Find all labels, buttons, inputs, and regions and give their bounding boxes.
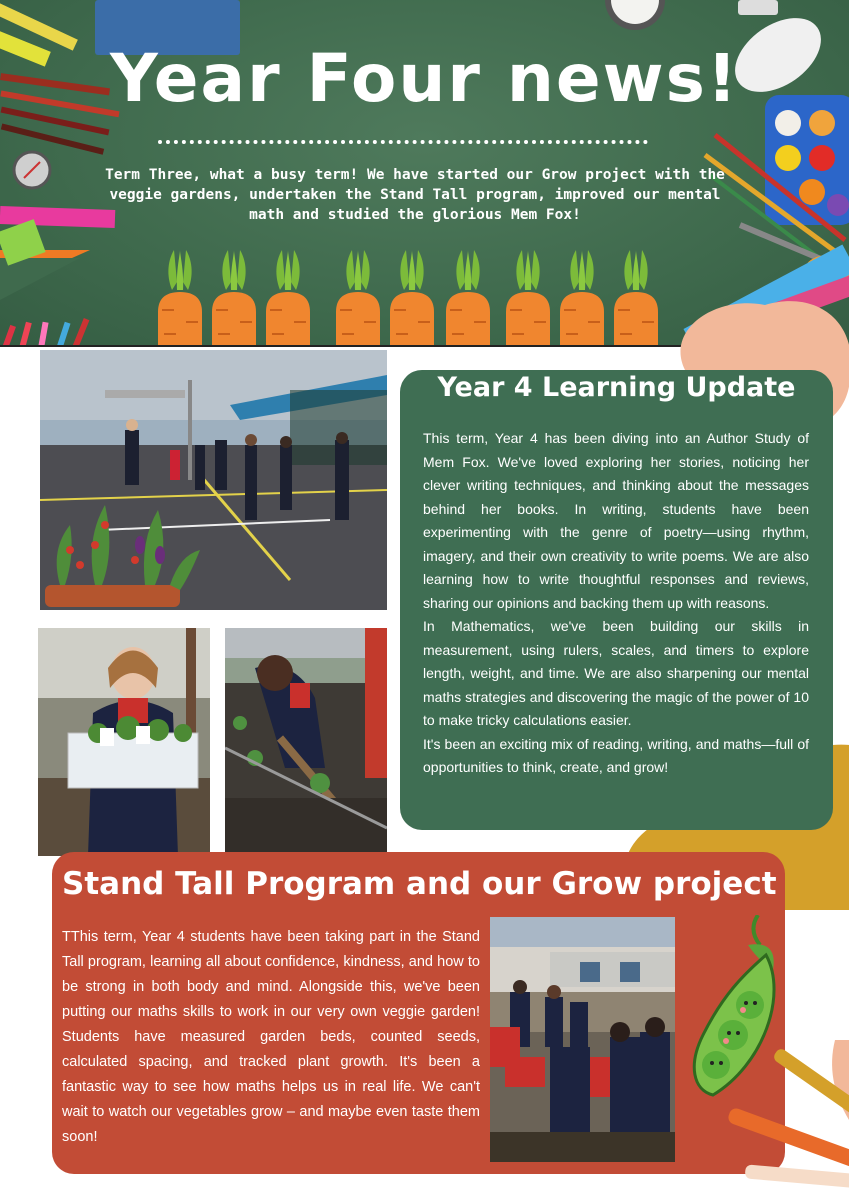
dotted-divider [158, 140, 648, 144]
learning-update-body [423, 427, 809, 780]
learning-update-card [400, 370, 833, 830]
learning-update-heading: Year 4 Learning Update [437, 372, 796, 403]
stand-tall-body: TThis term, Year 4 students have been taking part in the Stand Tall program, learning all about confidence, kindness, and how to be strong in both body and mind. Alongside this, we've been putting our maths skills to work in our very own veggie garden! Students have measured garden beds, counted seeds, calculated spacing, and tracked plant growth. It's been a fantastic way to see how maths helps us in real life. We can't wait to watch our vegetables grow – and maybe even taste them soon! [62, 929, 480, 1145]
photo-student-with-seedlings [38, 628, 210, 856]
pencils-bottom-left-icon [0, 318, 89, 345]
photo-students-planting [225, 628, 387, 852]
page-title: Year Four news! [110, 40, 739, 117]
ruler-icon [0, 206, 115, 228]
crayon-strokes-decoration [725, 1040, 849, 1200]
learning-update-paragraph: It's been an exciting mix of reading, writing, and maths—full of opportunities to think, create, and grow! [423, 735, 809, 775]
photo-basketball-court [40, 350, 387, 610]
photo-garden-group [490, 917, 675, 1162]
stand-tall-heading: Stand Tall Program and our Grow project [62, 866, 777, 902]
carrot-row-illustration [150, 250, 670, 345]
learning-update-paragraph: This term, Year 4 has been diving into an Author Study of Mem Fox. We've loved exploring her stories, noticing her clever writing techniques, and thinking about the messages behind her books. In writing, students have been experimenting with the genre of poetry—using rhythm, imagery, and their own creativity to write poems. We are also learning how to write thoughtful responses and reviews, sharing our opinions and backing them up with reasons. [423, 430, 809, 611]
stand-tall-card [52, 852, 785, 1174]
intro-text: Term Three, what a busy term! We have started our Grow project with the veggie gardens, undertaken the Stand Tall program, improved our mental math and studied the glorious Mem Fox! [105, 167, 725, 223]
learning-update-paragraph: In Mathematics, we've been building our skills in measurement, using rulers, scales, and timers to explore length, weight, and time. We are also sharpening our mental maths strategies and discovering the magic of the power of 10 to make tricky calculations easier. [423, 618, 809, 728]
